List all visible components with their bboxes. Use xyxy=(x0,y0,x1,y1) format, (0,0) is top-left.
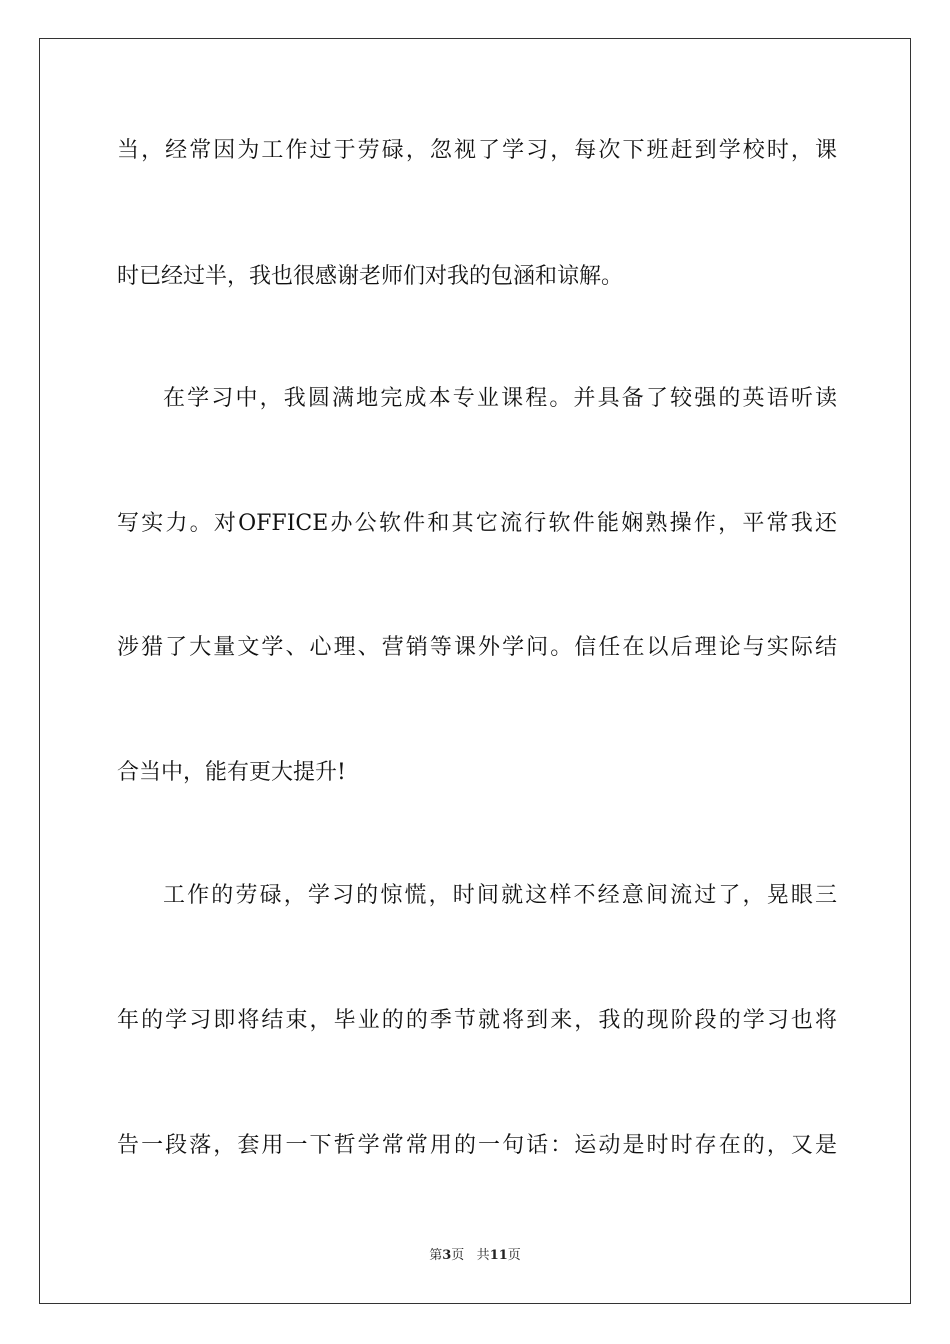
page-frame xyxy=(39,38,911,1304)
text-line-8: 年的学习即将结束，毕业的的季节就将到来，我的现阶段的学习也将 xyxy=(117,1008,837,1033)
footer-page-suffix: 页 xyxy=(451,1248,465,1263)
text-line-9: 告一段落，套用一下哲学常常用的一句话：运动是时时存在的，又是 xyxy=(117,1133,837,1158)
text-line-1: 当，经常因为工作过于劳碌，忽视了学习，每次下班赶到学校时，课 xyxy=(117,138,837,163)
page-footer xyxy=(0,1247,950,1265)
footer-page-number: 3 xyxy=(442,1248,452,1263)
text-line-2: 时已经过半，我也很感谢老师们对我的包涵和谅解。 xyxy=(117,264,624,289)
footer-total-suffix: 页 xyxy=(507,1248,521,1263)
text-line-5: 涉猎了大量文学、心理、营销等课外学问。信任在以后理论与实际结 xyxy=(117,635,837,660)
text-line-7: 工作的劳碌，学习的惊慌，时间就这样不经意间流过了，晃眼三 xyxy=(163,883,837,908)
footer-total-prefix: 共 xyxy=(476,1248,490,1263)
text-line-3: 在学习中，我圆满地完成本专业课程。并具备了较强的英语听读 xyxy=(163,386,837,411)
text-line-6: 合当中，能有更大提升! xyxy=(117,760,346,785)
footer-page-prefix: 第 xyxy=(429,1248,443,1263)
footer-total-pages: 11 xyxy=(489,1248,508,1263)
text-line-4: 写实力。对OFFICE办公软件和其它流行软件能娴熟操作，平常我还 xyxy=(117,511,837,536)
